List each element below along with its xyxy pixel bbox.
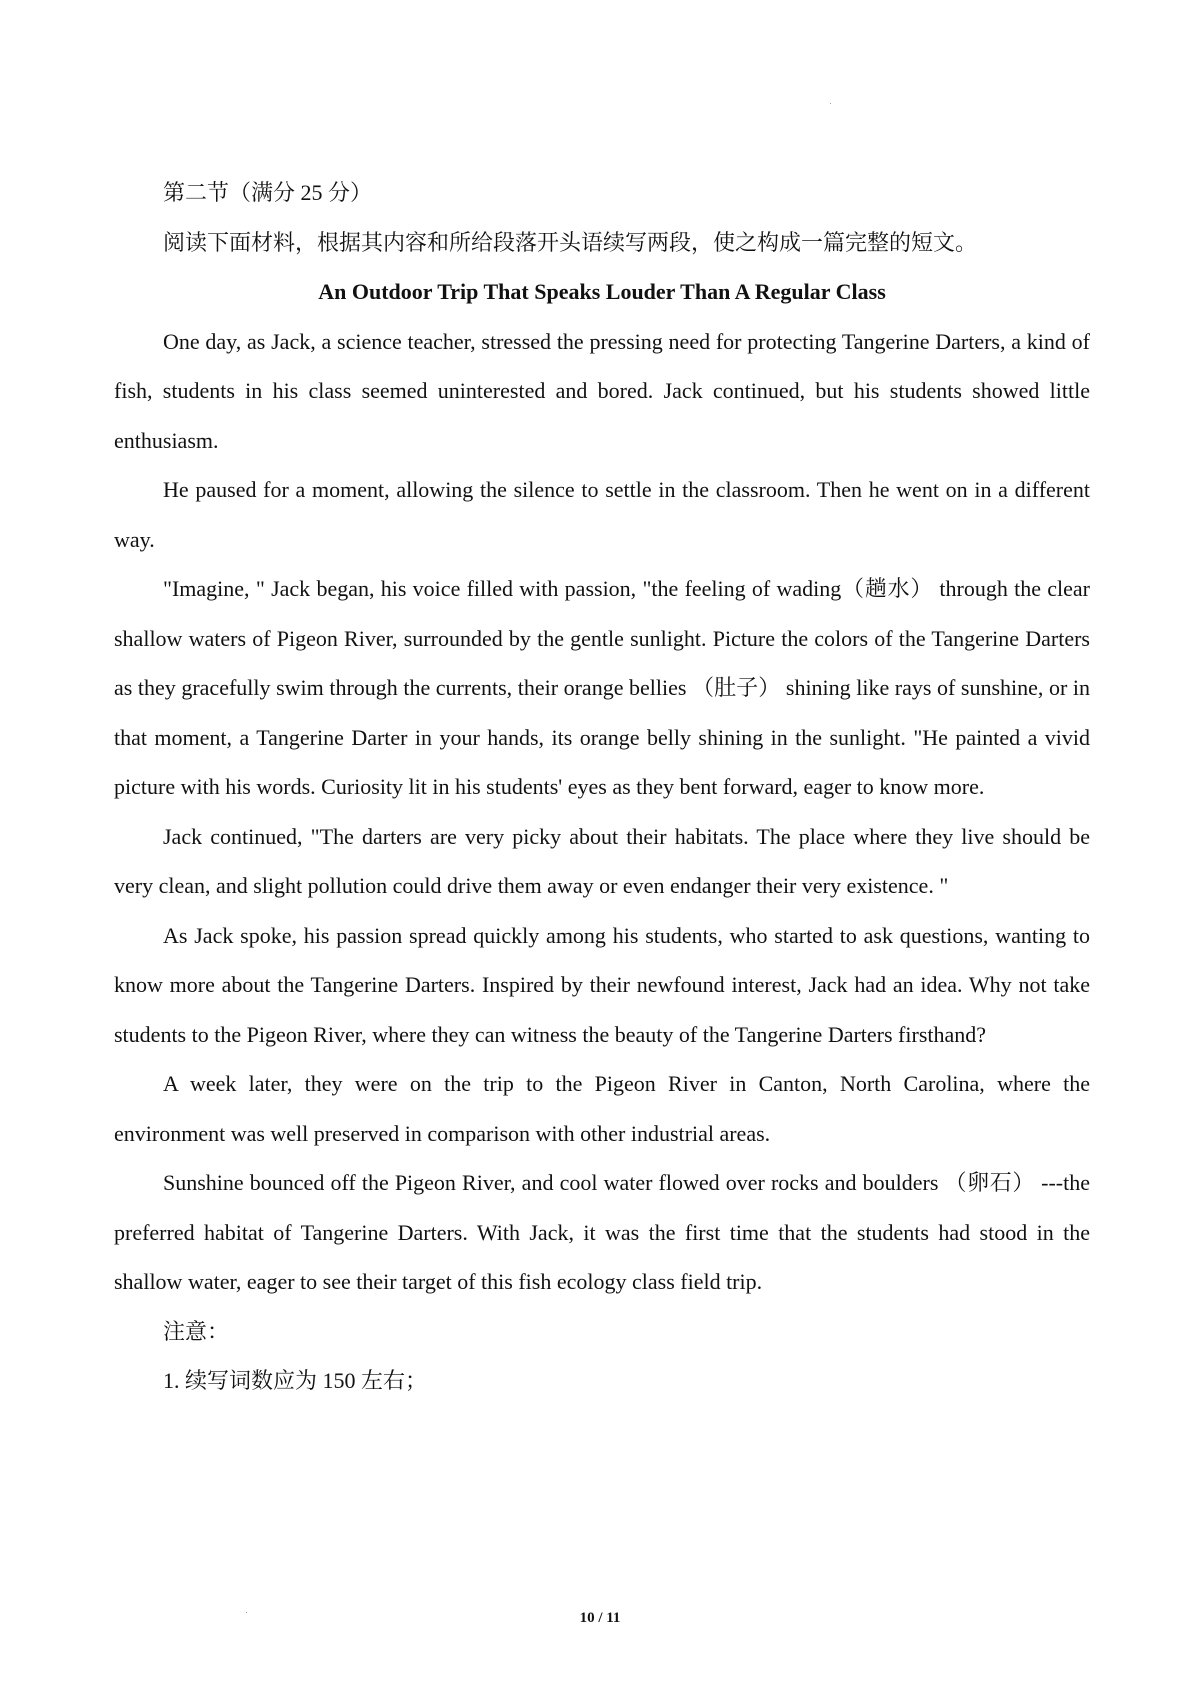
story-paragraph: Jack continued, "The darters are very picky about their habitats. The place where they live should be very clean, and slight pollution could drive them away or even endanger their very existence. " [114, 823, 1090, 898]
story-paragraph: Sunshine bounced off the Pigeon River, and cool water flowed over rocks and boulders （卵石） ---the preferred habitat of Tangerine Darters. With Jack, it was the first time that the students had stood in the shallow water, eager to see their target of this fish ecology class field trip. [114, 1170, 1090, 1294]
page-content [114, 168, 1090, 1406]
instruction-text: 阅读下面材料，根据其内容和所给段落开头语续写两段，使之构成一篇完整的短文。 [163, 229, 978, 255]
scan-speck [830, 103, 831, 104]
notes-heading: 注意： [163, 1318, 230, 1344]
section-heading: 第二节（满分 25 分） [163, 180, 373, 205]
story-title: An Outdoor Trip That Speaks Louder Than A Regular Class [318, 279, 886, 304]
story-paragraph: He paused for a moment, allowing the silence to settle in the classroom. Then he went on in a different way. [114, 477, 1090, 552]
story-paragraph: "Imagine, " Jack began, his voice filled with passion, "the feeling of wading（趟水） through the clear shallow waters of Pigeon River, surrounded by the gentle sunlight. Picture the colors of the Tangerine Darters as they gracefully swim through the currents, their orange bellies （肚子） shining like rays of sunshine, or in that moment, a Tangerine Darter in your hands, its orange belly shining in the sunlight. "He painted a vivid picture with his words. Curiosity lit in his students' eyes as they bent forward, eager to know more. [114, 576, 1090, 799]
notes-item: 1. 续写词数应为 150 左右； [163, 1368, 428, 1393]
page-number: 10 / 11 [579, 1610, 621, 1626]
story-paragraph: A week later, they were on the trip to the Pigeon River in Canton, North Carolina, where the environment was well preserved in comparison with other industrial areas. [114, 1071, 1090, 1146]
story-paragraph: One day, as Jack, a science teacher, stressed the pressing need for protecting Tangerine Darters, a kind of fish, students in his class seemed uninterested and bored. Jack continued, but his students showed little enthusiasm. [114, 328, 1090, 453]
story-paragraph: As Jack spoke, his passion spread quickly among his students, who started to ask questions, wanting to know more about the Tangerine Darters. Inspired by their newfound interest, Jack had an idea. Why not take students to the Pigeon River, where they can witness the beauty of the Tangerine Darters firsthand? [114, 922, 1090, 1047]
